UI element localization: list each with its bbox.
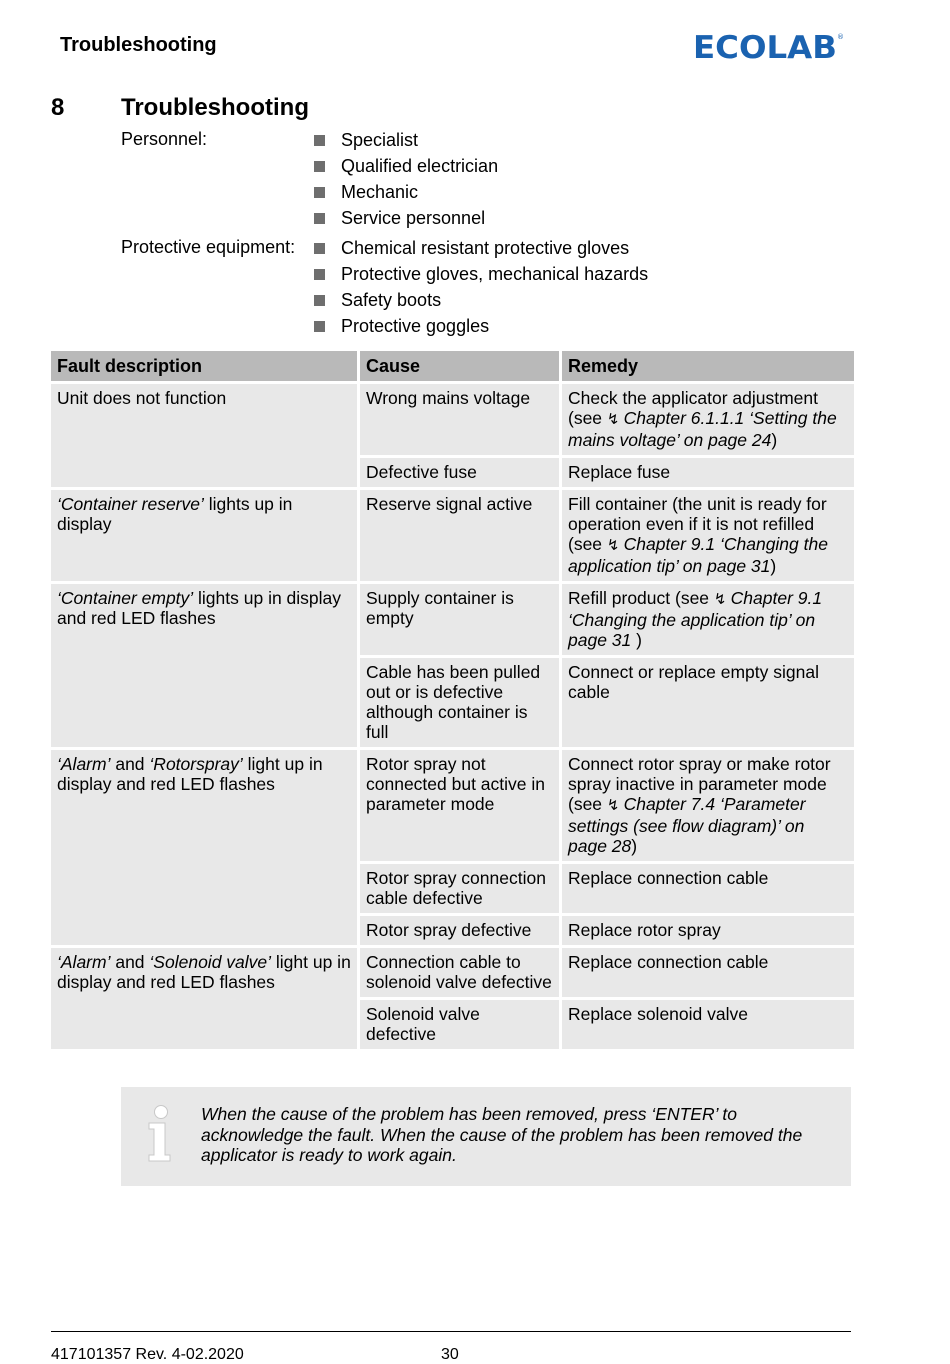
list-item-label: Chemical resistant protective gloves: [341, 238, 630, 258]
protective-equipment-list: [314, 235, 648, 339]
text-segment: ‘Alarm’: [57, 754, 111, 774]
list-item: [314, 179, 498, 205]
table-row: [51, 384, 854, 455]
remedy-cell: [562, 948, 854, 997]
square-bullet-icon: [314, 135, 325, 146]
text-segment: ): [631, 836, 638, 856]
remedy-cell: [562, 384, 854, 455]
text-segment: lights up in display: [57, 494, 293, 534]
cause-cell: Rotor spray connection cable defective: [360, 864, 559, 913]
cross-reference-link[interactable]: Chapter 9.1 ‘Changing the application tip’ on page 31: [568, 534, 828, 576]
square-bullet-icon: [314, 269, 325, 280]
info-note: [121, 1087, 851, 1186]
list-item-label: Mechanic: [341, 182, 419, 202]
text-segment: and: [110, 754, 150, 774]
cross-reference-link[interactable]: Chapter 9.1 ‘Changing the application tip’ on page 31: [568, 588, 823, 650]
cross-reference-arrow-icon: ↯: [606, 797, 624, 814]
list-item: [314, 153, 498, 179]
table-row: [51, 750, 854, 861]
cause-cell: Connection cable to solenoid valve defective: [360, 948, 559, 997]
list-item: [314, 205, 498, 231]
remedy-cell: [562, 658, 854, 747]
list-item: [314, 287, 648, 313]
square-bullet-icon: [314, 213, 325, 224]
remedy-cell: [562, 864, 854, 913]
remedy-cell: [562, 584, 854, 655]
square-bullet-icon: [314, 321, 325, 332]
cause-cell: Wrong mains voltage: [360, 384, 559, 455]
text-segment: Replace connection cable: [568, 868, 769, 888]
text-segment: Replace solenoid valve: [568, 1004, 748, 1024]
list-item-label: Protective gloves, mechanical hazards: [341, 264, 649, 284]
list-item: [314, 235, 648, 261]
text-segment: ‘Rotorspray’: [149, 754, 243, 774]
list-item: [314, 127, 498, 153]
list-item-label: Qualified electrician: [341, 156, 499, 176]
list-item-label: Service personnel: [341, 208, 486, 228]
text-segment: Replace fuse: [568, 462, 671, 482]
list-item: [314, 261, 648, 287]
running-header-title: Troubleshooting: [60, 34, 217, 56]
text-segment: ‘Container empty’: [57, 588, 194, 608]
text-segment: ): [770, 556, 777, 576]
fault-description-cell: [51, 384, 357, 487]
remedy-cell: [562, 916, 854, 945]
text-segment: Connect rotor spray or make rotor spray inactive in parameter mode (see: [568, 754, 831, 814]
cause-cell: Reserve signal active: [360, 490, 559, 581]
square-bullet-icon: [314, 187, 325, 198]
remedy-cell: [562, 1000, 854, 1049]
text-segment: light up in display and red LED flashes: [57, 952, 351, 992]
fault-description-cell: [51, 490, 357, 581]
remedy-cell: [562, 490, 854, 581]
personnel-list: [314, 127, 498, 231]
table-row: [51, 490, 854, 581]
ecolab-logo-graphic: [693, 28, 843, 64]
footer-document-number: 417101357 Rev. 4-02.2020: [51, 1346, 244, 1363]
logo-wordmark: ECOLAB: [693, 30, 837, 66]
cause-cell: Defective fuse: [360, 458, 559, 487]
text-segment: ‘Solenoid valve’: [149, 952, 272, 972]
square-bullet-icon: [314, 161, 325, 172]
text-segment: Replace connection cable: [568, 952, 769, 972]
info-icon: [145, 1105, 177, 1165]
text-segment: Check the applicator adjustment (see: [568, 388, 818, 428]
remedy-cell: [562, 458, 854, 487]
text-segment: lights up in display and red LED flashes: [57, 588, 342, 628]
text-segment: ): [631, 630, 642, 650]
table-header-row: [51, 351, 854, 381]
fault-description-cell: [51, 750, 357, 945]
protective-equipment-label: Protective equipment:: [121, 237, 296, 257]
cause-cell: Rotor spray not connected but active in parameter mode: [360, 750, 559, 861]
chapter-title: Troubleshooting: [121, 94, 309, 121]
cross-reference-arrow-icon: ↯: [606, 537, 624, 554]
text-segment: and: [110, 952, 150, 972]
text-segment: ‘Container reserve’: [57, 494, 204, 514]
ecolab-logo: [693, 28, 843, 64]
table-row: [51, 948, 854, 997]
footer-rule: [51, 1331, 851, 1332]
text-segment: ): [771, 430, 778, 450]
list-item-label: Specialist: [341, 130, 419, 150]
header-remedy: Remedy: [562, 351, 854, 381]
cause-cell: Cable has been pulled out or is defective although container is full: [360, 658, 559, 747]
header-cause: Cause: [360, 351, 559, 381]
personnel-label: Personnel:: [121, 129, 208, 149]
fault-description-cell: [51, 584, 357, 747]
text-segment: Refill product (see: [568, 588, 714, 608]
cause-cell: Solenoid valve defective: [360, 1000, 559, 1049]
square-bullet-icon: [314, 243, 325, 254]
list-item-label: Protective goggles: [341, 316, 490, 336]
cross-reference-arrow-icon: ↯: [713, 591, 731, 608]
footer-page-number: 30: [441, 1346, 459, 1363]
cross-reference-arrow-icon: ↯: [606, 411, 624, 428]
text-segment: Fill container (the unit is ready for operation even if it is not refilled (see: [568, 494, 827, 554]
cause-cell: Rotor spray defective: [360, 916, 559, 945]
list-item-label: Safety boots: [341, 290, 442, 310]
text-segment: ‘Alarm’: [57, 952, 111, 972]
text-segment: light up in display and red LED flashes: [57, 754, 323, 794]
cross-reference-link[interactable]: Chapter 7.4 ‘Parameter settings (see flow diagram)’ on page 28: [568, 794, 806, 856]
square-bullet-icon: [314, 295, 325, 306]
header-fault-description: Fault description: [51, 351, 357, 381]
cross-reference-link[interactable]: Chapter 6.1.1.1 ‘Setting the mains voltage’ on page 24: [568, 408, 837, 450]
troubleshooting-table: [48, 348, 857, 1052]
text-segment: Unit does not function: [57, 388, 227, 408]
svg-text:®: ®: [837, 33, 844, 41]
text-segment: Connect or replace empty signal cable: [568, 662, 819, 702]
fault-description-cell: [51, 948, 357, 1049]
chapter-number: 8: [51, 94, 65, 121]
list-item: [314, 313, 648, 339]
info-note-text: When the cause of the problem has been removed, press ‘ENTER’ to acknowledge the fault. When the cause of the problem has been removed the applicator is ready to work again.: [201, 1104, 803, 1165]
cause-cell: Supply container is empty: [360, 584, 559, 655]
table-row: [51, 584, 854, 655]
text-segment: Replace rotor spray: [568, 920, 721, 940]
remedy-cell: [562, 750, 854, 861]
